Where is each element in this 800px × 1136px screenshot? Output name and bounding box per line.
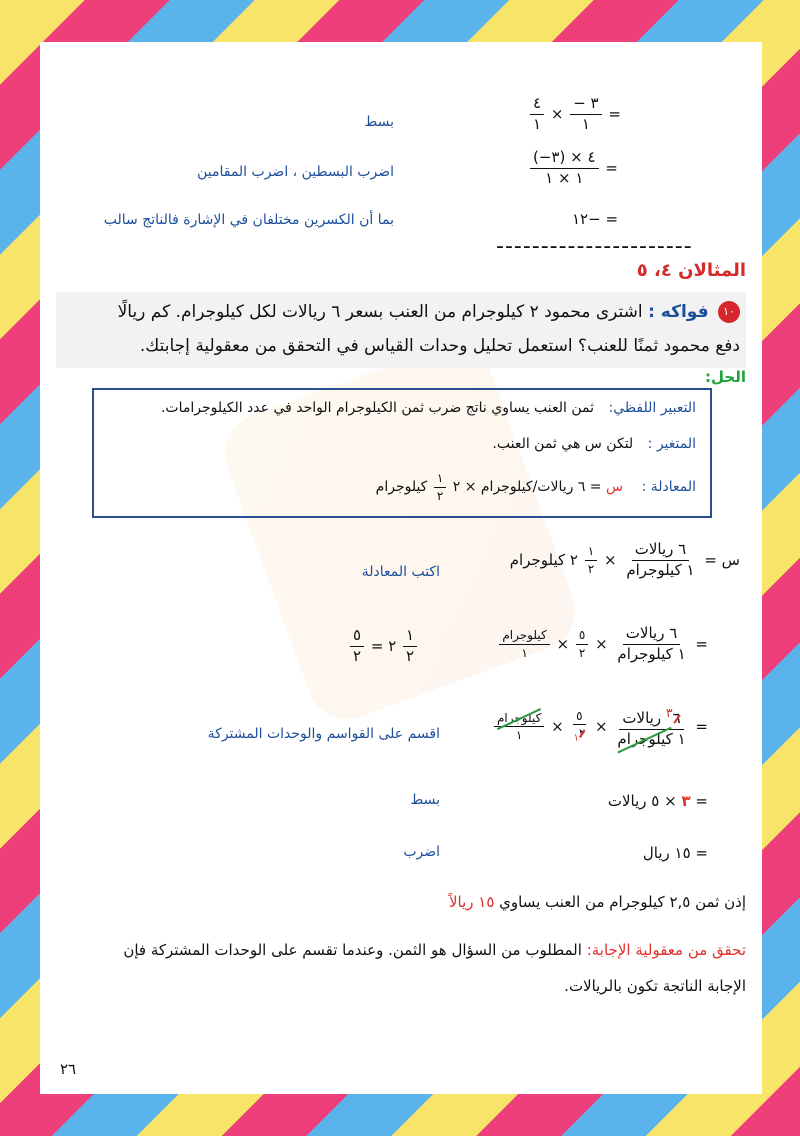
frac-numerator: ٥ <box>573 710 585 726</box>
side-eq-sign: = <box>370 636 384 655</box>
equation-variable: س <box>606 479 624 496</box>
mixed-whole: ٢ <box>569 550 578 569</box>
step-3-math: = $\frac{٦^٣ ريالات}{\text{١ كيلوجرام}}$ × $\frac{٥}{٢_١}$ × $\frac{\text{كيلوجرام}}{١}$ <box>492 706 708 748</box>
solution-label: الحل: <box>705 368 746 386</box>
frac-denominator: ٢ <box>406 646 415 665</box>
new-value-one: ١ <box>573 732 579 744</box>
equation-unit: كيلوجرام <box>375 479 428 496</box>
top-step-1-note: بسط <box>364 114 394 130</box>
frac-denominator <box>614 730 688 748</box>
eq-sign: = <box>695 792 708 810</box>
verbal-label: التعبير اللفظي: <box>608 400 696 416</box>
step-2-math: = $\frac{\text{٦ ريالات}}{\text{١ كيلوجرام}}$ × $\frac{٥}{٢}$ × $\frac{\text{كيلوجرام}}{١}$ <box>497 626 708 663</box>
check-text-2: الإجابة الناتجة تكون بالريالات. <box>564 977 746 995</box>
step-4-text: × ٥ ريالات <box>607 792 677 810</box>
frac-numerator: ٤ <box>530 96 544 115</box>
exercise-badge: ١٠ <box>718 301 740 323</box>
step-5-math: = ١٥ ريال <box>642 844 708 862</box>
variable-label: المتغير : <box>647 436 696 452</box>
frac-numerator: ٥ <box>350 628 364 647</box>
step-1-math: س = $\frac{\text{٦ ريالات}}{\text{١ كيلوجرام}}$ × $\frac{١}{٢}$ ٢ كيلوجرام <box>509 540 740 579</box>
frac-numerator: ٤ × (٣−) <box>530 150 599 169</box>
verbal-text: ثمن العنب يساوي ناتج ضرب ثمن الكيلوجرام الواحد في عدد الكيلوجرامات. <box>160 400 595 416</box>
step-4-math <box>608 792 708 810</box>
top-step-2-note: اضرب البسطين ، اضرب المقامين <box>197 164 394 180</box>
verbal-row <box>161 400 696 416</box>
frac-denominator: ١ كيلوجرام <box>626 560 695 579</box>
top-step-3-note: بما أن الكسرين مختلفان في الإشارة فالناتج سالب <box>103 212 394 228</box>
side-whole: ٢ <box>388 636 397 655</box>
equation-row <box>376 472 696 502</box>
frac-denominator: ١ كيلوجرام <box>617 644 686 663</box>
top-step-1-math: = $\frac{٣ -}{١}$ × $\frac{٤}{١}$ <box>528 96 621 133</box>
den-digit: ١ <box>677 729 686 748</box>
step-3-note: اقسم على القواسم والوحدات المشتركة <box>207 726 440 742</box>
equation-text: = ٦ ريالات/كيلوجرام × ٢ <box>452 479 602 496</box>
check-label: تحقق من معقولية الإجابة: <box>586 941 746 959</box>
eq-sign: = <box>695 717 708 736</box>
frac-numerator <box>619 706 683 730</box>
top-step-3-math: = −١٢ <box>572 210 619 228</box>
step-4-note: بسط <box>410 792 440 808</box>
cancelled-two: ٢ <box>578 726 586 741</box>
frac-denominator: ٢ <box>587 561 595 576</box>
question-box <box>56 292 746 368</box>
step-1-lhs: س = <box>704 550 740 569</box>
check-text-1: المطلوب من السؤال هو الثمن. وعندما تقسم على الوحدات المشتركة فإن <box>123 941 582 959</box>
variable-row <box>492 436 696 452</box>
cancelled-six: ٦ <box>672 709 681 727</box>
conclusion-value: ١٥ ريالاً <box>448 893 495 911</box>
equation-label: المعادلة : <box>641 479 696 496</box>
model-box <box>92 388 712 518</box>
step-2-side-math <box>348 628 419 665</box>
eq-sign: = <box>695 634 708 653</box>
frac-numerator: ١ <box>403 628 417 647</box>
new-value-three: ٣ <box>665 705 673 720</box>
unit-text: كيلوجرام <box>509 550 566 569</box>
check-paragraph <box>56 932 746 1004</box>
cancelled-kg: كيلوجرام <box>496 710 542 725</box>
highlight-three: ٣ <box>681 792 691 810</box>
frac-numerator: ٦ ريالات <box>623 626 681 645</box>
frac-denominator: ١ <box>521 645 528 660</box>
frac-denominator <box>570 725 588 744</box>
check-line-1 <box>56 932 746 968</box>
cancelled-kg: كيلوجرام <box>617 729 673 748</box>
frac-numerator: ٦ ريالات <box>632 542 690 561</box>
step-1-note: اكتب المعادلة <box>361 564 440 580</box>
frac-numerator: كيلوجرام <box>499 629 549 645</box>
frac-denominator: ١ <box>533 114 542 133</box>
frac-denominator: ٢ <box>353 646 362 665</box>
frac-denominator: ١ <box>581 114 590 133</box>
frac-denominator: ١ <box>515 728 523 743</box>
document-page <box>40 42 762 1094</box>
question-topic: فواكه : <box>648 302 709 322</box>
variable-text: لتكن س هي ثمن العنب. <box>492 436 634 452</box>
frac-numerator: ١ <box>585 545 597 561</box>
question-text-1: اشترى محمود ٢ كيلوجرام من العنب بسعر ٦ ريالات لكل كيلوجرام. كم ريالًا <box>117 302 643 322</box>
riyal-word: ريالات <box>622 709 662 727</box>
frac-numerator: ٣ − <box>570 96 601 115</box>
example-title: المثالان ٤، ٥ <box>636 260 746 281</box>
frac-denominator: ١ × ١ <box>545 168 584 187</box>
conclusion-text: إذن ثمن ٢,٥ كيلوجرام من العنب يساوي <box>499 893 746 911</box>
top-step-2-math: = $\frac{٤ \times (٣-)}{١ \times ١}$ <box>528 150 618 187</box>
frac-denominator: ٢ <box>578 645 586 660</box>
frac-numerator: ٥ <box>576 629 588 645</box>
frac-numerator <box>494 712 544 728</box>
frac-denominator: ٢ <box>436 488 444 503</box>
page-number: ٢٦ <box>60 1060 77 1078</box>
separator-line: ---------------------- <box>496 234 693 259</box>
conclusion-line <box>449 884 746 920</box>
step-5-note: اضرب <box>403 844 440 860</box>
question-text-2: دفع محمود ثمنًا للعنب؟ استعمل تحليل وحدات القياس في التحقق من معقولية إجابتك. <box>139 336 740 356</box>
frac-numerator: ١ <box>434 472 446 488</box>
